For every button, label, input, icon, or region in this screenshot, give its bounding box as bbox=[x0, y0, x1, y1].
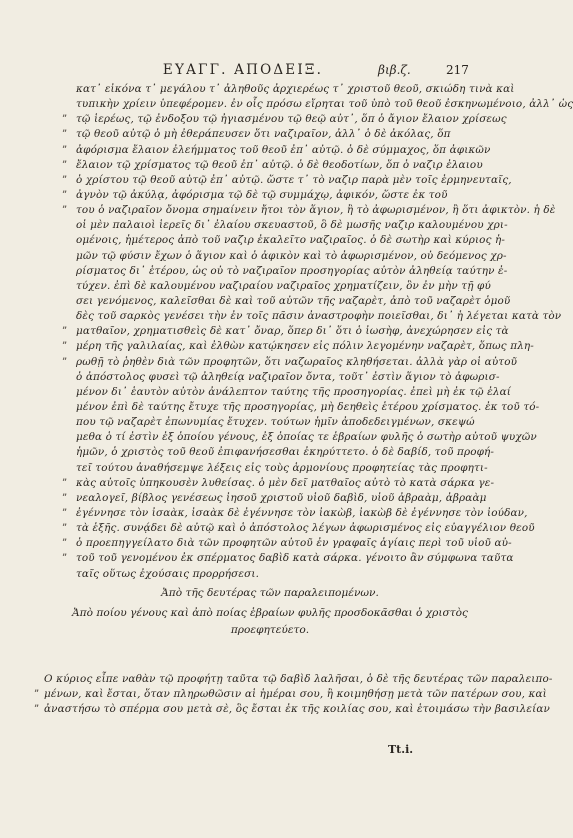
text-line: τεῖ τούτου ἀναθήσεμψε λέξεις εἰς τοὺς ἁρμονίους προφητείας τὰς προφητι- bbox=[76, 461, 488, 474]
text-line: μεθα ὁ τί ἐστὶν ἐξ ὁποίου γένους, ἐξ ὁποίας τε ἑβραίων φυλῆς ὁ σωτὴρ αὐτοῦ ψυχῶν bbox=[76, 431, 537, 444]
text-line: Ο κύριος εἶπε ναθὰν τῷ προφήτῃ ταῦτα τῷ δαβὶδ λαλῆσαι, ὁ δὲ τῆς δευτέρας τῶν παραλειπο- bbox=[44, 673, 553, 685]
text-line: ” ἀγνὸν τῷ ἀκύλᾳ, ἀφόρισμα τῷ δὲ τῷ συμμάχῳ, ἀφικόν, ὥστε ἐκ τοῦ bbox=[76, 188, 466, 203]
text-line: κατ᾽ εἰκόνα τ᾽ μεγάλου τ᾽ ἀληθοῦς ἀρχιερέως τ᾽ χριστοῦ θεοῦ, σκιώδη τινὰ καὶ bbox=[76, 83, 515, 95]
text-line: ομένοις, ἡμέτερος ἀπὸ τοῦ ναζιρ ἐκαλεῖτο ναζιραῖος. ὁ δὲ σωτὴρ καὶ κύριος ἡ- bbox=[76, 234, 506, 247]
signature-mark: Tt.i. bbox=[388, 743, 414, 756]
text-line: ” ἀναστήσω τὸ σπέρμα σου μετὰ σὲ, ὃς ἔσται ἐκ τῆς κοιλίας σου, καὶ ἑτοιμάσω τὴν βασιλείαν bbox=[44, 702, 464, 717]
text-line: ” τῷ θεοῦ αὐτῷ ὁ μὴ ἐθεράπευσεν ὅτι ναζιραῖον, ἀλλ᾽ ὁ δὲ ἀκόλας, ὅπ bbox=[76, 127, 466, 142]
text-line: ” κὰς αὐτοῖς ὑπηκουσὲν λυθείσας. ὁ μὲν δεῖ ματθαῖος αὐτὸ τὸ κατὰ σάρκα γε- bbox=[76, 476, 466, 491]
text-line: ” μένων, καὶ ἔσται, ὅταν πληρωθῶσιν αἱ ἡμέραι σου, ἢ κοιμηθήσῃ μετὰ τῶν πατέρων σου, καὶ bbox=[44, 687, 464, 702]
text-line: ” μέρη τῆς γαλιλαίας, καὶ ἐλθὼν κατῴκησεν εἰς πόλιν λεγομένην ναζαρὲτ, ὅπως πλη- bbox=[76, 339, 466, 354]
text-line: ” ὁ χρίστου τῷ θεοῦ αὐτῷ ἐπ᾽ αὐτῷ. ὥστε τ᾽ τὸ ναζιρ παρὰ μὲν τοῖς ἑρμηνευταῖς, bbox=[76, 173, 466, 188]
running-head: ΕΥΑΓΓ. ΑΠΟΔΕΙΞ. bbox=[162, 62, 324, 78]
text-line: ” ἐγέννησε τὸν ἰσαὰκ, ἰσαὰκ δὲ ἐγέννησε τὸν ἰακὼβ, ἰακὼβ δὲ ἐγέννησε τὸν ἰούδαν, bbox=[76, 506, 466, 521]
text-line: ” ρωθῇ τὸ ῥηθὲν διὰ τῶν προφητῶν, ὅτι ναζωραῖος κληθήσεται. ἀλλὰ γὰρ οἱ αὐτοῦ bbox=[76, 355, 466, 370]
main-text-block bbox=[76, 82, 573, 582]
text-line: ρίσματος δι᾽ ἑτέρου, ὡς οὐ τὸ ναζιραῖον προσηγορίας αὐτὸν ἀληθείᾳ ταύτην ἐ- bbox=[76, 264, 508, 277]
section-mark: βιβ.ζ. bbox=[378, 63, 411, 77]
text-line: ταῖς οὕτως ἐχούσαις προρρήσεσι. bbox=[76, 567, 260, 580]
page-number: 217 bbox=[446, 63, 469, 77]
text-line: δὲς τοῦ σαρκὸς γενέσει τὴν ἐν τοῖς πᾶσιν ἀναστροφὴν ποιεῖσθαι, δι᾽ ἡ λέγεται κατὰ τὸν bbox=[76, 310, 562, 323]
text-line: τυπικὴν χρίειν ὑπεφέρομεν. ἐν οἷς πρόσω εἴρηται τοῦ ὑπὸ τοῦ θεοῦ ἐσκηνωμένοιο, ἀλλ᾽ ὡς bbox=[76, 98, 573, 111]
page-header bbox=[0, 62, 500, 82]
text-line: οἱ μὲν παλαιοὶ ἱερεῖς δι᾽ ἐλαίου σκευαστοῦ, ὃ δὲ μωσῆς ναζιρ καλουμένου χρι- bbox=[76, 219, 508, 232]
text-line: ” τῷ ἱερέως, τῷ ἐνδοξου τῷ ἠγιασμένου τῷ θεῷ αὐτ᾽, ὅπ ὁ ἄγιον ἔλαιον χρίσεως bbox=[76, 112, 466, 127]
text-line: μένον δι᾽ ἑαυτὸν αὐτὸν ἀνάλεπτον ταύτης τῆς προσηγορίας. ἐπεὶ μὴ ἐκ τῷ ἐλαί bbox=[76, 385, 512, 398]
text-line: ” ἀφόρισμα ἔλαιον ἐλεήμματος τοῦ θεοῦ ἐπ᾽ αὐτῷ. ὁ δὲ σύμμαχος, ὅπ ἀφικῶν bbox=[76, 143, 466, 158]
text-line: ὁ ἀπόστολος φυσεὶ τῷ ἀληθείᾳ ναζιραῖον ὄντα, τοῦτ᾽ ἐστὶν ἅγιον τὸ ἀφωρισ- bbox=[76, 370, 500, 383]
section-heading-line-2: Ἀπὸ ποίου γένους καὶ ἀπὸ ποίας ἑβραίων φυλῆς προσδοκᾶσθαι ὁ χριστὸς bbox=[72, 607, 468, 619]
text-line: ἡμῶν, ὁ χριστὸς τοῦ θεοῦ ἐπιφανήσεσθαι ἐκηρύττετο. ὁ δὲ δαβίδ, τοῦ προφή- bbox=[76, 446, 495, 459]
text-line: μένον ἐπὶ δὲ ταύτης ἔτυχε τῆς προσηγορίας, μὴ δεηθεὶς ἑτέρου χρίσματος. ἐκ τοῦ τό- bbox=[76, 400, 540, 413]
section-heading-line-3: προεφητεύετο. bbox=[230, 624, 310, 636]
text-line: ” του ὁ ναζιραῖον ὄνομα σημαίνειν ἤτοι τὸν ἅγιον, ἢ τὸ ἀφωρισμένον, ἢ ὅτι ἀφικτὸν. ἡ δὲ bbox=[76, 203, 466, 218]
text-line: ” ματθαῖον, χρηματισθεὶς δὲ κατ᾽ ὄναρ, ὅπερ δι᾽ ὅτι ὁ ἰωσὴφ, ἀνεχώρησεν εἰς τὰ bbox=[76, 324, 466, 339]
text-line: ” τοῦ τοῦ γενομένου ἐκ σπέρματος δαβὶδ κατὰ σάρκα. γένοιτο ἂν σύμφωνα ταῦτα bbox=[76, 551, 466, 566]
section-heading-line-1: Ἀπὸ τῆς δευτέρας τῶν παραλειπομένων. bbox=[161, 587, 379, 599]
text-line: τύχεν. ἐπὶ δὲ καλουμένου ναζιραίου ναζιραῖος χρηματίζειν, ὃν ἐν μὴν τῇ φύ bbox=[76, 279, 491, 292]
text-line: ” νεαλογεῖ, βίβλος γενέσεως ἰησοῦ χριστοῦ υἱοῦ δαβὶδ, υἱοῦ ἀβραὰμ, ἀβραὰμ bbox=[76, 491, 466, 506]
text-line: μῶν τῷ φύσιν ἔχων ὁ ἅγιον καὶ ὁ ἀφικὸν καὶ τὸ ἀφωρισμένον, οὐ δεόμενος χρ- bbox=[76, 249, 507, 262]
text-line: ” τὰ ἑξῆς. συνᾴδει δὲ αὐτῷ καὶ ὁ ἀπόστολος λέγων ἀφωρισμένος εἰς εὐαγγέλιον θεοῦ bbox=[76, 521, 466, 536]
text-line: ” ἔλαιον τῷ χρίσματος τῷ θεοῦ ἐπ᾽ αὐτῷ. ὁ δὲ θεοδοτίων, ὅπ ὁ ναζιρ ἐλαιου bbox=[76, 158, 466, 173]
text-line: που τῷ ναζαρὲτ ἐπωνυμίας ἔτυχεν. τούτων ἡμῖν ἀποδεδειγμένων, σκεψώ bbox=[76, 416, 475, 429]
text-line: ” ὁ προεπηγγείλατο διὰ τῶν προφητῶν αὐτοῦ ἐν γραφαῖς ἁγίαις περὶ τοῦ υἱοῦ αὐ- bbox=[76, 536, 466, 551]
lower-text-block bbox=[44, 672, 553, 717]
text-line: σει γενόμενος, καλεῖσθαι δὲ καὶ τοῦ αὐτῶν τῆς ναζαρὲτ, ἀπὸ τοῦ ναζαρὲτ ὁμοῦ bbox=[76, 294, 511, 307]
